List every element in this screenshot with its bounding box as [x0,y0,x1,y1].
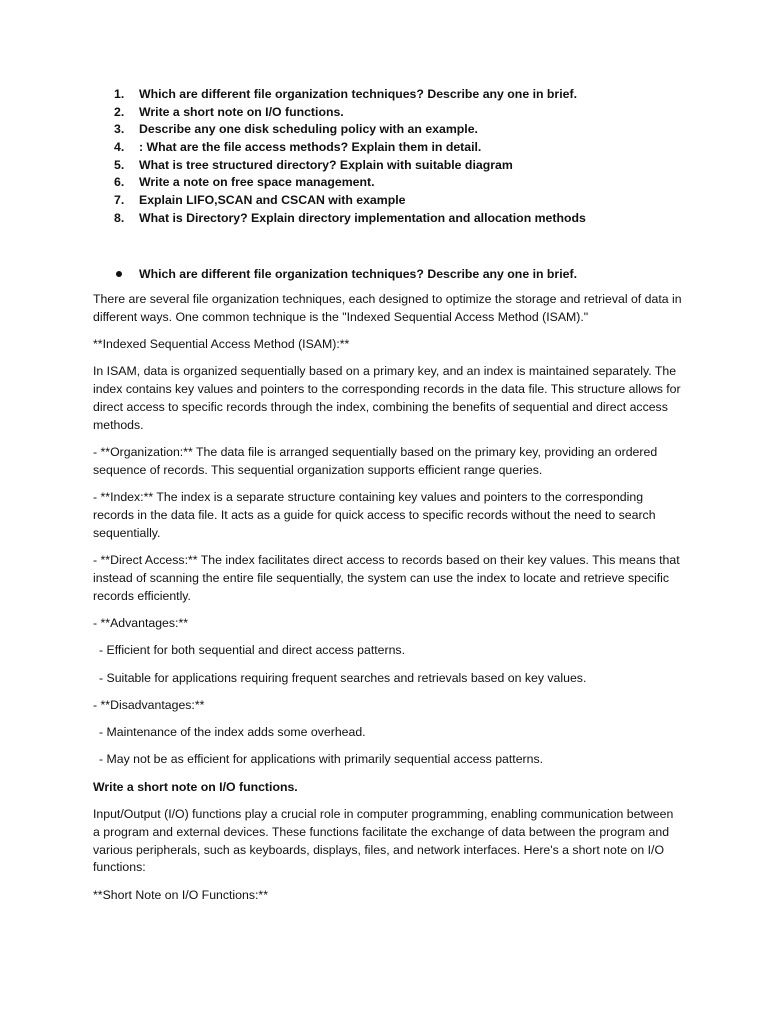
intro-paragraph: There are several file organization techniques, each designed to optimize the storage and retrieval of data in different ways. One common technique is the "Indexed Sequential Access Method (ISAM)." [93,292,682,324]
question-text: : What are the file access methods? Explain them in detail. [139,140,482,155]
question-text: What is tree structured directory? Explain with suitable diagram [139,157,513,172]
question-number: 4. [114,140,125,155]
question-number: 1. [114,87,125,101]
document-body [93,291,683,914]
io-short-note-title: **Short Note on I/O Functions:** [93,887,268,902]
question-item [110,210,730,228]
advantage-item: - Suitable for applications requiring frequent searches and retrievals based on key values. [99,670,587,685]
io-intro-paragraph: Input/Output (I/O) functions play a crucial role in computer programming, enabling communication between a program and external devices. These functions facilitate the exchange of data between the program and various peripherals, such as keyboards, displays, files, and network interfaces. Here's a short note on I/O functions: [93,807,674,875]
disadvantages-title: - **Disadvantages:** [93,697,205,712]
question-item [110,174,730,192]
question-text: Write a note on free space management. [139,175,375,190]
question-number: 8. [114,210,125,225]
section-heading-text: Which are different file organization techniques? Describe any one in brief. [139,267,577,281]
question-number: 5. [114,157,125,172]
question-number: 3. [114,122,125,137]
question-number: 7. [114,193,125,208]
question-text: Write a short note on I/O functions. [139,104,344,119]
question-text: Explain LIFO,SCAN and CSCAN with example [139,193,406,208]
advantage-item: - Efficient for both sequential and direct access patterns. [99,643,405,658]
question-item [110,86,730,104]
advantages-title: - **Advantages:** [93,615,189,630]
bullet-icon [116,271,122,277]
isam-description: In ISAM, data is organized sequentially based on a primary key, and an index is maintained separately. The index contains key values and pointers to the corresponding records in the data file. This structure allows for direct access to specific records through the index, combining the benefits of sequential and direct access methods. [93,364,681,432]
question-text: What is Directory? Explain directory implementation and allocation methods [139,210,586,225]
question-number: 6. [114,175,125,190]
question-item [110,139,730,157]
organization-paragraph: - **Organization:** The data file is arranged sequentially based on the primary key, providing an ordered sequence of records. This sequential organization supports efficient range queries. [93,445,658,477]
question-item [110,104,730,122]
section-heading-file-organization [110,265,730,283]
question-item [110,157,730,175]
question-item [110,121,730,139]
question-text: Which are different file organization techniques? Describe any one in brief. [139,87,577,101]
disadvantage-item: - May not be as efficient for applications with primarily sequential access patterns. [99,752,544,767]
question-text: Describe any one disk scheduling policy with an example. [139,122,478,137]
index-paragraph: - **Index:** The index is a separate structure containing key values and pointers to the corresponding records in the data file. It acts as a guide for quick access to specific records without the need to search sequentially. [93,490,656,540]
direct-access-paragraph: - **Direct Access:** The index facilitates direct access to records based on their key values. This means that instead of scanning the entire file sequentially, the system can use the index to locate and retrieve specific records efficiently. [93,553,680,603]
question-list [110,86,730,228]
disadvantage-item: - Maintenance of the index adds some overhead. [99,725,366,740]
question-number: 2. [114,104,125,119]
isam-title: **Indexed Sequential Access Method (ISAM):** [93,337,350,352]
io-section-heading: Write a short note on I/O functions. [93,779,298,794]
question-item [110,192,730,210]
